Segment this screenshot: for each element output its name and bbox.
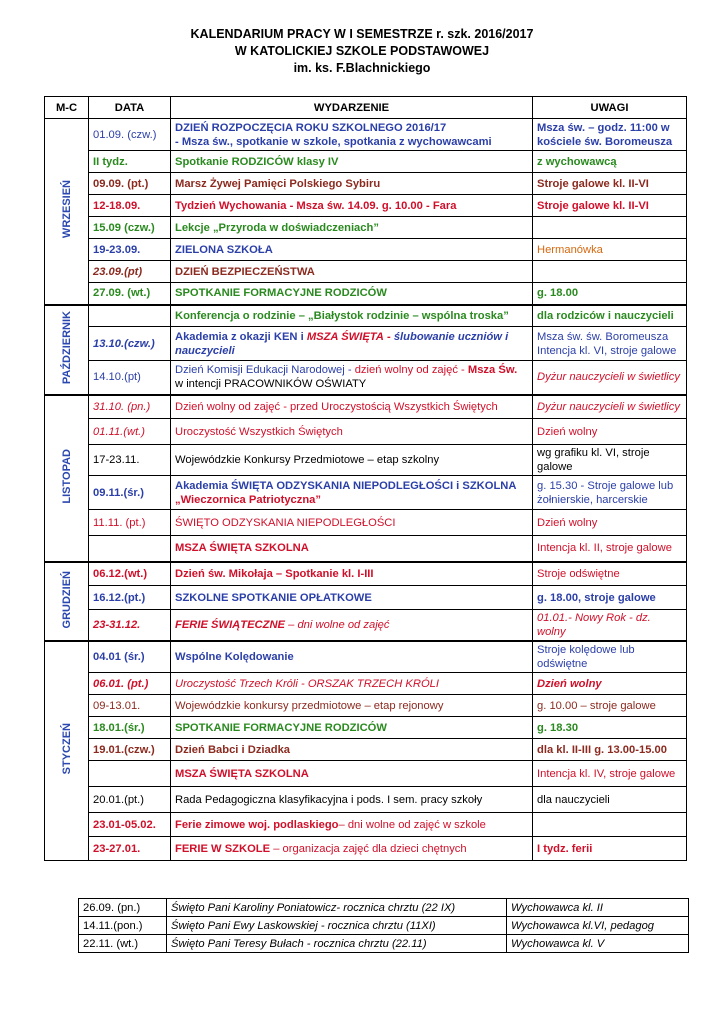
note-cell: Dzień wolny [533, 673, 687, 695]
note-cell: Stroje galowe kl. II-VI [533, 173, 687, 195]
table-row [45, 586, 687, 610]
event-cell: MSZA ŚWIĘTA SZKOLNA [171, 536, 533, 562]
note-text-cell: Święto Pani Ewy Laskowskiej - rocznica chrztu (11XI) [167, 917, 507, 935]
date-cell: 23.09.(pt) [89, 261, 171, 283]
date-cell: 31.10. (pn.) [89, 395, 171, 419]
title-line-2: W KATOLICKIEJ SZKOLE PODSTAWOWEJ [234, 44, 490, 58]
table-row [45, 217, 687, 239]
table-row [45, 361, 687, 395]
event-text: ślubowanie uczniów i nauczycieli [175, 330, 509, 357]
event-cell: ZIELONA SZKOŁA [171, 239, 533, 261]
date-cell: 20.01.(pt.) [89, 787, 171, 813]
date-cell: 09-13.01. [89, 695, 171, 717]
note-cell: g. 18.00, stroje galowe [533, 586, 687, 610]
date-cell: 01.11.(wt.) [89, 419, 171, 445]
table-row [45, 195, 687, 217]
note-cell: dla kl. II-III g. 13.00-15.00 [533, 739, 687, 761]
date-cell: 04.01 (śr.) [89, 641, 171, 673]
event-text: – dni wolne od zajęć [285, 619, 390, 631]
event-cell [171, 119, 533, 151]
note-cell: I tydz. ferii [533, 837, 687, 861]
title-line-1: KALENDARIUM PRACY W I SEMESTRZE r. szk. 2016/2017 [190, 27, 534, 41]
note-cell: Intencja kl. IV, stroje galowe [533, 761, 687, 787]
event-text: MSZA ŚWIĘTA [306, 330, 384, 343]
notes-table [78, 898, 689, 953]
event-cell: MSZA ŚWIĘTA SZKOLNA [171, 761, 533, 787]
date-cell: 01.09. (czw.) [89, 119, 171, 151]
header-mc: M-C [45, 97, 89, 119]
calendar-table [44, 96, 687, 861]
header-wydarzenie: WYDARZENIE [171, 97, 533, 119]
event-cell [171, 673, 533, 695]
event-cell: Tydzień Wychowania - Msza św. 14.09. g. 10.00 - Fara [171, 195, 533, 217]
note-cell: g. 18.30 [533, 717, 687, 739]
table-row [45, 476, 687, 510]
table-row [45, 510, 687, 536]
title-line-3: im. ks. F.Blachnickiego [293, 61, 431, 75]
table-row [45, 813, 687, 837]
event-cell: Dzień Babci i Dziadka [171, 739, 533, 761]
table-row [79, 899, 689, 917]
header-data: DATA [89, 97, 171, 119]
table-row [79, 917, 689, 935]
table-row [45, 151, 687, 173]
event-text: Akademia ŚWIĘTA ODZYSKANIA NIEPODLEGŁOŚCI i SZKOLNA [175, 479, 517, 492]
table-row [45, 395, 687, 419]
event-text: FERIE W SZKOLE [175, 842, 271, 855]
note-text: Intencja kl. VI, stroje galowe [537, 344, 677, 357]
month-cell [45, 562, 89, 642]
note-text: g. 15.30 - Stroje galowe lub [537, 479, 674, 492]
note-text: żołnierskie, harcerskie [537, 493, 648, 506]
event-text: Uroczystość Trzech Króli - [175, 677, 308, 690]
note-cell [533, 261, 687, 283]
date-cell: 14.11.(pon.) [79, 917, 167, 935]
header-uwagi: UWAGI [533, 97, 687, 119]
note-cell: g. 10.00 – stroje galowe [533, 695, 687, 717]
table-row [45, 739, 687, 761]
table-row [45, 239, 687, 261]
table-row [45, 610, 687, 642]
month-cell [45, 305, 89, 395]
note-cell: Dyżur nauczycieli w świetlicy [533, 361, 687, 395]
note-cell: Hermanówka [533, 239, 687, 261]
table-row [45, 445, 687, 476]
event-cell: Spotkanie RODZICÓW klasy IV [171, 151, 533, 173]
date-cell: 27.09. (wt.) [89, 283, 171, 305]
event-cell [171, 327, 533, 361]
table-row [45, 761, 687, 787]
date-cell: 06.12.(wt.) [89, 562, 171, 586]
event-text: Akademia z okazji KEN i [175, 330, 307, 343]
month-label: STYCZEŃ [60, 723, 73, 775]
event-cell: Dzień św. Mikołaja – Spotkanie kl. I-III [171, 562, 533, 586]
note-cell: Dyżur nauczycieli w świetlicy [533, 395, 687, 419]
note-cell [533, 813, 687, 837]
date-cell: 16.12.(pt.) [89, 586, 171, 610]
note-cell: Msza św. – godz. 11:00 w kościele św. Boromeusza [533, 119, 687, 151]
event-cell: SZKOLNE SPOTKANIE OPŁATKOWE [171, 586, 533, 610]
responsible-cell: Wychowawca kl.VI, pedagog [507, 917, 689, 935]
month-label: PAŹDZIERNIK [60, 310, 73, 385]
table-row [45, 283, 687, 305]
month-cell [45, 641, 89, 861]
note-cell: Intencja kl. II, stroje galowe [533, 536, 687, 562]
date-cell: 23.01-05.02. [89, 813, 171, 837]
date-cell: 26.09. (pn.) [79, 899, 167, 917]
date-cell: 06.01. (pt.) [89, 673, 171, 695]
note-cell: z wychowawcą [533, 151, 687, 173]
event-cell: Wojewódzkie konkursy przedmiotowe – etap rejonowy [171, 695, 533, 717]
event-text: - Msza św., spotkanie w szkole, spotkania z wychowawcami [175, 135, 492, 148]
month-cell [45, 395, 89, 562]
event-cell: Dzień wolny od zajęć - przed Uroczystością Wszystkich Świętych [171, 395, 533, 419]
event-cell [171, 476, 533, 510]
note-cell: Stroje kolędowe lub odświętne [533, 641, 687, 673]
date-cell: 09.11.(śr.) [89, 476, 171, 510]
event-cell: Konferencja o rodzinie – „Białystok rodzinie – wspólna troska” [171, 305, 533, 327]
date-cell: 14.10.(pt) [89, 361, 171, 395]
note-cell: Dzień wolny [533, 510, 687, 536]
table-row [45, 641, 687, 673]
event-text: FERIE ŚWIĄTECZNE [175, 619, 286, 631]
date-cell [89, 536, 171, 562]
table-row [79, 935, 689, 953]
table-row [45, 419, 687, 445]
date-cell [89, 761, 171, 787]
event-text: DZIEŃ ROZPOCZĘCIA ROKU SZKOLNEGO 2016/17 [175, 121, 447, 134]
date-cell: 13.10.(czw.) [89, 327, 171, 361]
event-cell: Rada Pedagogiczna klasyfikacyjna i pods. I sem. pracy szkoły [171, 787, 533, 813]
event-text: dzień wolny od zajęć - [354, 364, 468, 377]
document-title [0, 26, 724, 77]
note-text-cell: Święto Pani Teresy Bułach - rocznica chrztu (22.11) [167, 935, 507, 953]
date-cell: 15.09 (czw.) [89, 217, 171, 239]
event-cell: Wspólne Kolędowanie [171, 641, 533, 673]
table-row [45, 119, 687, 151]
date-cell: 18.01.(śr.) [89, 717, 171, 739]
date-cell: 12-18.09. [89, 195, 171, 217]
event-text: Ferie zimowe woj. podlaskiego [175, 818, 339, 831]
date-cell: II tydz. [89, 151, 171, 173]
note-cell: Stroje galowe kl. II-VI [533, 195, 687, 217]
table-row [45, 305, 687, 327]
note-text-cell: Święto Pani Karoliny Poniatowicz- rocznica chrztu (22 IX) [167, 899, 507, 917]
event-cell [171, 813, 533, 837]
event-cell: Lekcje „Przyroda w doświadczeniach” [171, 217, 533, 239]
event-cell: DZIEŃ BEZPIECZEŃSTWA [171, 261, 533, 283]
responsible-cell: Wychowawca kl. V [507, 935, 689, 953]
event-cell: Marsz Żywej Pamięci Polskiego Sybiru [171, 173, 533, 195]
month-label: WRZESIEŃ [60, 180, 73, 239]
date-cell: 11.11. (pt.) [89, 510, 171, 536]
table-row [45, 717, 687, 739]
date-cell: 23-31.12. [89, 610, 171, 642]
note-text: Msza św. św. Boromeusza [537, 330, 669, 343]
date-cell: 19-23.09. [89, 239, 171, 261]
month-cell [45, 119, 89, 305]
header-row [45, 97, 687, 119]
event-text: Dzień Komisji Edukacji Narodowej - [175, 364, 355, 377]
table-row [45, 673, 687, 695]
table-row [45, 695, 687, 717]
responsible-cell: Wychowawca kl. II [507, 899, 689, 917]
note-cell [533, 217, 687, 239]
note-cell: g. 18.00 [533, 283, 687, 305]
note-cell [533, 327, 687, 361]
event-text: – dni wolne od zajęć w szkole [338, 818, 486, 831]
table-row [45, 173, 687, 195]
event-cell: SPOTKANIE FORMACYJNE RODZICÓW [171, 717, 533, 739]
event-cell [171, 610, 533, 642]
date-cell: 23-27.01. [89, 837, 171, 861]
date-cell: 17-23.11. [89, 445, 171, 476]
table-row [45, 787, 687, 813]
date-cell: 22.11. (wt.) [79, 935, 167, 953]
note-cell: dla nauczycieli [533, 787, 687, 813]
date-cell: 09.09. (pt.) [89, 173, 171, 195]
event-text: „Wieczornica Patriotyczna” [175, 493, 322, 506]
event-cell: SPOTKANIE FORMACYJNE RODZICÓW [171, 283, 533, 305]
date-cell [89, 305, 171, 327]
table-row [45, 562, 687, 586]
table-row [45, 536, 687, 562]
note-cell [533, 476, 687, 510]
event-text: Msza Św. [467, 364, 518, 377]
table-row [45, 261, 687, 283]
note-cell: Stroje odświętne [533, 562, 687, 586]
event-text: ORSZAK TRZECH KRÓLI [307, 677, 439, 690]
table-row [45, 327, 687, 361]
event-cell [171, 837, 533, 861]
event-cell: Wojewódzkie Konkursy Przedmiotowe – etap szkolny [171, 445, 533, 476]
event-cell: Uroczystość Wszystkich Świętych [171, 419, 533, 445]
note-cell: wg grafiku kl. VI, stroje galowe [533, 445, 687, 476]
note-cell: dla rodziców i nauczycieli [533, 305, 687, 327]
month-label: LISTOPAD [60, 448, 73, 504]
table-row [45, 837, 687, 861]
event-text: - [383, 330, 394, 343]
event-text: – organizacja zajęć dla dzieci chętnych [270, 842, 467, 855]
note-cell: Dzień wolny [533, 419, 687, 445]
note-cell: 01.01.- Nowy Rok - dz. wolny [533, 610, 687, 642]
month-label: GRUDZIEŃ [60, 570, 73, 628]
date-cell: 19.01.(czw.) [89, 739, 171, 761]
event-cell [171, 361, 533, 395]
event-cell: ŚWIĘTO ODZYSKANIA NIEPODLEGŁOŚCI [171, 510, 533, 536]
event-text: w intencji PRACOWNIKÓW OŚWIATY [175, 378, 367, 391]
